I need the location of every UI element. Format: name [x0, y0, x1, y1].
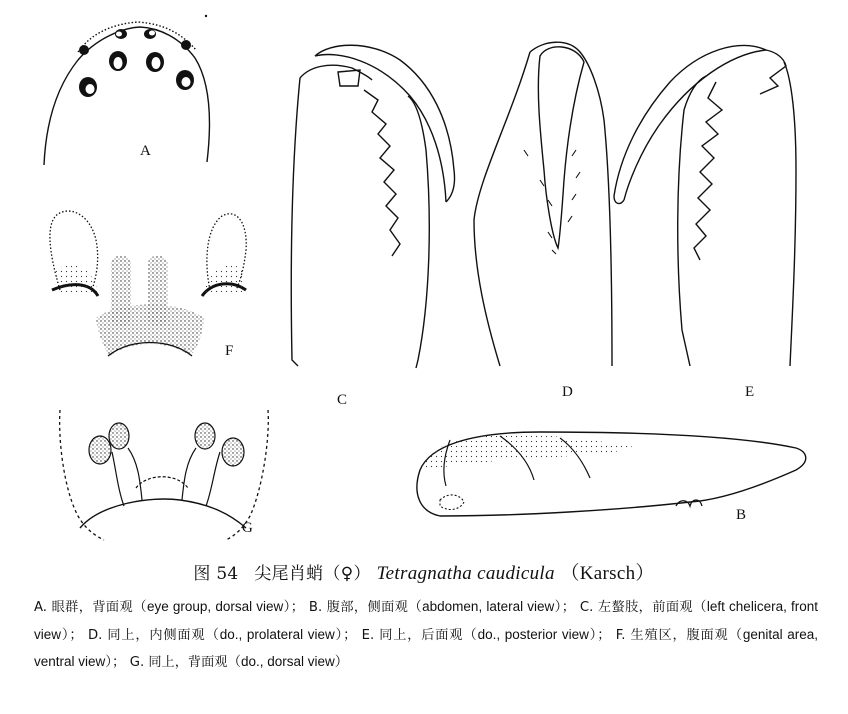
legend-a-zh: 眼群，背面观: [51, 600, 134, 615]
legend-c-en: （left chelicera, front view）；: [34, 599, 818, 642]
panel-a-eye-group-drawing: [44, 22, 209, 165]
panel-label-b: B: [736, 507, 747, 523]
species-scientific-name: Tetragnatha caudicula: [376, 563, 555, 584]
panel-c-chelicera-front-drawing: [291, 45, 454, 368]
legend-g-en: （do., dorsal view）: [227, 654, 349, 669]
legend-c-zh: 左螯肢，前面观: [597, 600, 693, 615]
figure-number: 图 54: [193, 564, 239, 584]
species-chinese-name: 尖尾肖蛸: [254, 564, 324, 584]
panel-label-c: C: [337, 392, 348, 408]
legend-g-letter: G.: [129, 655, 145, 670]
panel-label-g: G: [242, 520, 253, 536]
legend-e-zh: 同上，后面观: [379, 627, 464, 643]
legend-a-en: （eye group, dorsal view）；: [133, 599, 305, 614]
legend-f-zh: 生殖区，腹面观: [630, 627, 729, 643]
sex-open-paren: （: [323, 564, 341, 584]
legend-d-zh: 同上，内侧面观: [107, 627, 206, 643]
figure-caption-legend: [34, 594, 818, 677]
species-author: （Karsch）: [560, 563, 655, 584]
speck: [205, 15, 207, 17]
panel-label-e: E: [745, 384, 755, 400]
legend-b-zh: 腹部，侧面观: [326, 600, 409, 615]
figure-caption-title: [0, 558, 848, 585]
legend-d-letter: D.: [87, 627, 103, 643]
panel-d-chelicera-prolateral-drawing: [474, 42, 612, 366]
legend-a-letter: A.: [34, 600, 47, 615]
legend-b-en: （abdomen, lateral view）；: [408, 599, 576, 614]
panel-b-abdomen-lateral-drawing: [417, 432, 806, 516]
panel-f-genital-area-drawing: [50, 211, 246, 356]
legend-b-letter: B.: [308, 600, 323, 615]
panel-label-a: A: [140, 143, 151, 159]
panel-e-chelicera-posterior-drawing: [614, 45, 796, 366]
legend-e-letter: E.: [361, 627, 375, 643]
legend-g-zh: 同上，背面观: [148, 655, 228, 670]
legend-f-letter: F.: [615, 627, 626, 643]
panel-label-f: F: [225, 343, 234, 359]
legend-f-en: （genital area, ventral view）；: [34, 626, 819, 669]
panel-label-d: D: [562, 384, 573, 400]
female-symbol: ♀: [340, 564, 354, 584]
legend-e-en: （do., posterior view）；: [463, 626, 611, 642]
panel-g-genital-dorsal-drawing: [60, 410, 269, 540]
legend-c-letter: C.: [579, 600, 594, 615]
sex-close-paren: ）: [353, 564, 371, 584]
legend-d-en: （do., prolateral view）；: [205, 626, 357, 642]
